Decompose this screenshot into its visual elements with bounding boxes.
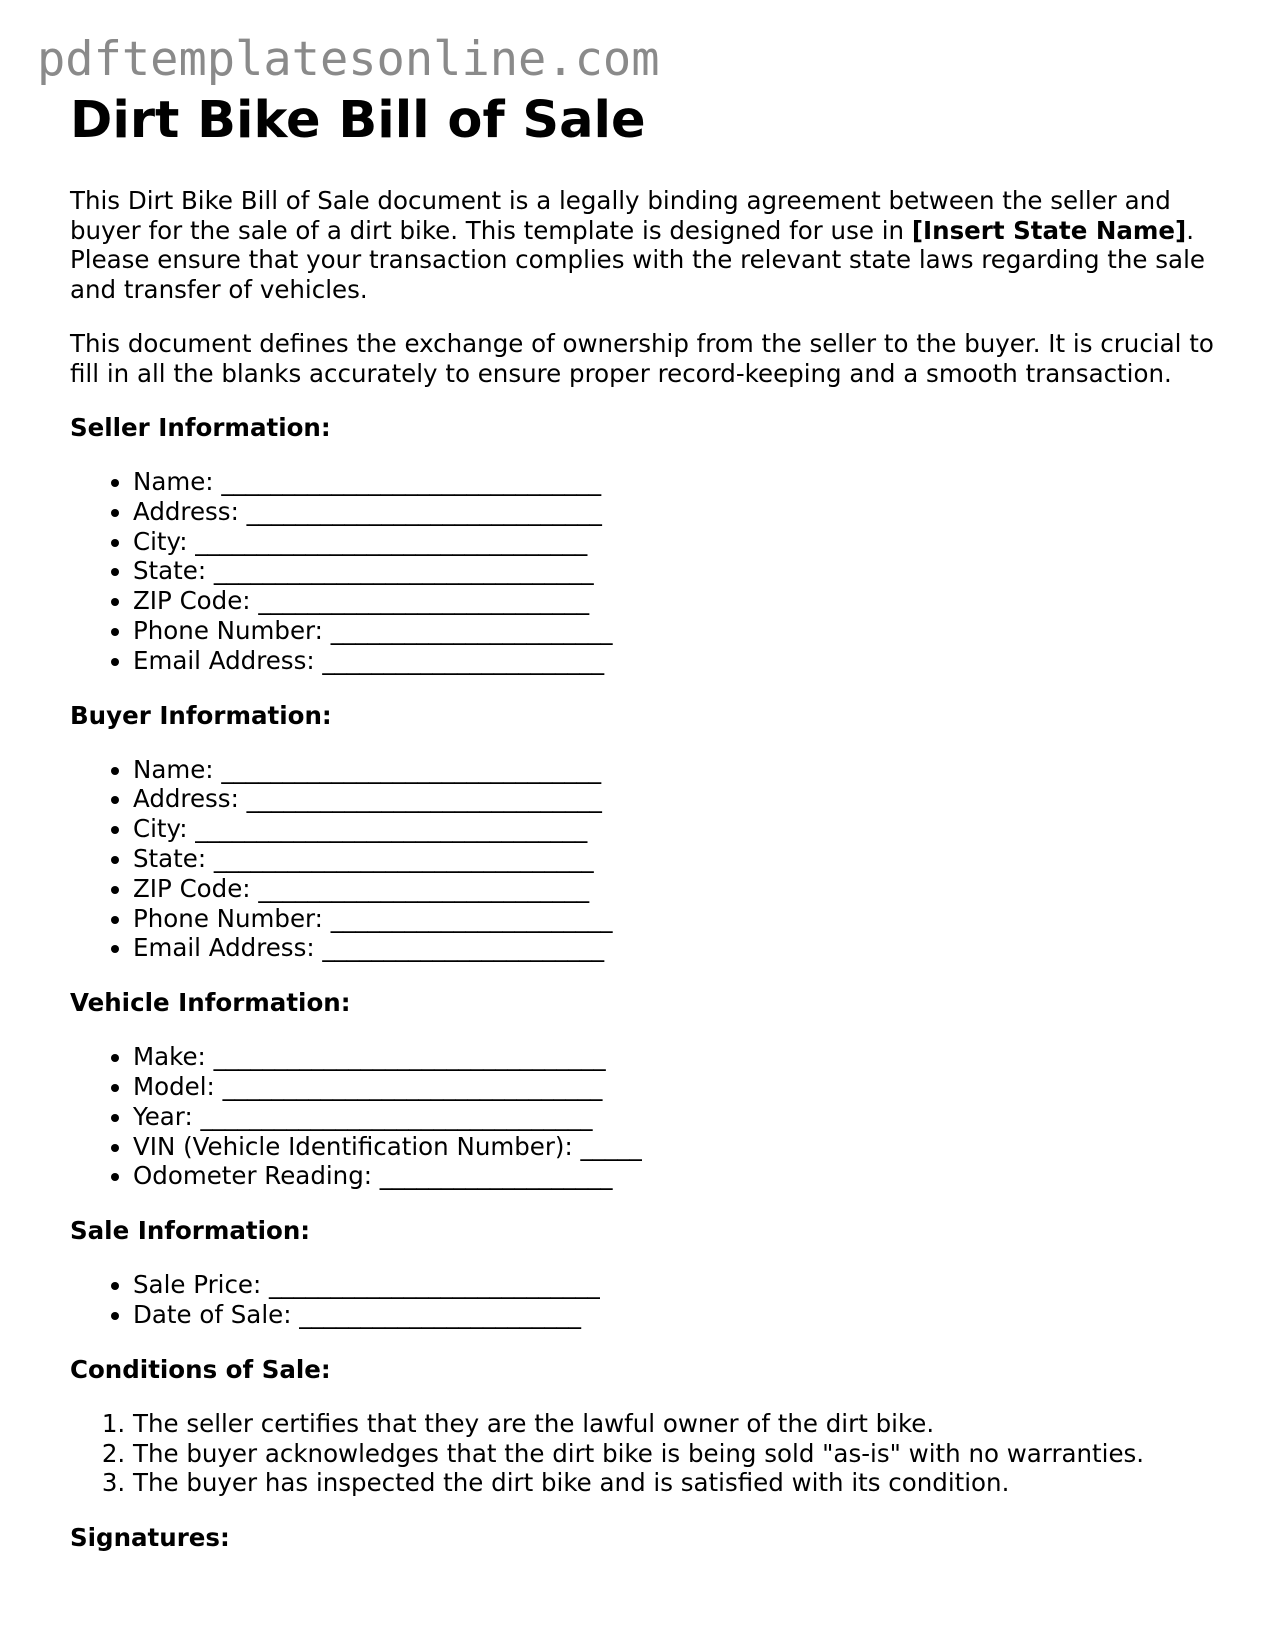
document-body — [70, 86, 1220, 1553]
buyer-fields — [70, 755, 1220, 964]
seller-state-field: • State: _______________________________ — [133, 556, 1220, 586]
seller-heading: Seller Information: — [70, 413, 331, 442]
vehicle-heading: Vehicle Information: — [70, 988, 351, 1018]
seller-city-field: • City: ________________________________ — [133, 527, 1220, 557]
conditions-list — [70, 1409, 1220, 1498]
page-title: Dirt Bike Bill of Sale — [70, 91, 646, 150]
signatures-heading: Signatures: — [70, 1523, 230, 1553]
buyer-address-field: • Address: _____________________________ — [133, 784, 1220, 814]
buyer-city-field: • City: ________________________________ — [133, 814, 1220, 844]
buyer-heading: Buyer Information: — [70, 700, 332, 730]
intro-paragraph-2: This document defines the exchange of ownership from the seller to the buyer. It is crucial to fill in all the blanks accurately to ensure proper record-keeping and a smooth transaction. — [70, 329, 1214, 388]
vehicle-fields — [70, 1042, 1220, 1191]
buyer-email-field: • Email Address: _______________________ — [133, 933, 1220, 963]
watermark: pdftemplatesonline.com — [37, 32, 660, 87]
seller-email-field: • Email Address: _______________________ — [133, 646, 1220, 676]
state-name-placeholder: [Insert State Name] — [911, 215, 1187, 245]
vehicle-odometer-field: • Odometer Reading: ___________________ — [133, 1161, 1220, 1191]
vehicle-model-field: • Model: _______________________________ — [133, 1072, 1220, 1102]
vehicle-make-field: • Make: ________________________________ — [133, 1042, 1220, 1072]
vehicle-vin-field: • VIN (Vehicle Identification Number): _____ — [133, 1132, 1220, 1162]
seller-zip-field: • ZIP Code: ___________________________ — [133, 586, 1220, 616]
seller-name-field: • Name: _______________________________ — [133, 467, 1220, 497]
vehicle-year-field: • Year: ________________________________ — [133, 1102, 1220, 1132]
intro-text-start: This Dirt Bike Bill of Sale document is a legally binding agreement between the seller and buyer for the sale of a dirt bike. This template is designed for use in — [70, 186, 1171, 245]
seller-address-field: • Address: _____________________________ — [133, 497, 1220, 527]
buyer-phone-field: • Phone Number: _______________________ — [133, 904, 1220, 934]
condition-item: 2. The buyer acknowledges that the dirt bike is being sold "as-is" with no warranties. — [133, 1439, 1220, 1469]
condition-item: 1. The seller certifies that they are the lawful owner of the dirt bike. — [133, 1409, 1220, 1439]
buyer-name-field: • Name: _______________________________ — [133, 755, 1220, 785]
sale-heading: Sale Information: — [70, 1216, 311, 1246]
conditions-heading: Conditions of Sale: — [70, 1354, 331, 1384]
condition-item: 3. The buyer has inspected the dirt bike and is satisfied with its condition. — [133, 1468, 1220, 1498]
intro-paragraph-1 — [70, 186, 1220, 304]
seller-phone-field: • Phone Number: _______________________ — [133, 616, 1220, 646]
sale-fields — [70, 1270, 1220, 1330]
intro-text-end: . Please ensure that your transaction complies with the relevant state laws regarding the sale and transfer of vehicles. — [70, 215, 1205, 304]
seller-fields — [70, 467, 1220, 676]
sale-price-field: • Sale Price: ___________________________ — [133, 1270, 1220, 1300]
buyer-state-field: • State: _______________________________ — [133, 844, 1220, 874]
sale-date-field: • Date of Sale: _______________________ — [133, 1300, 1220, 1330]
buyer-zip-field: • ZIP Code: ___________________________ — [133, 874, 1220, 904]
